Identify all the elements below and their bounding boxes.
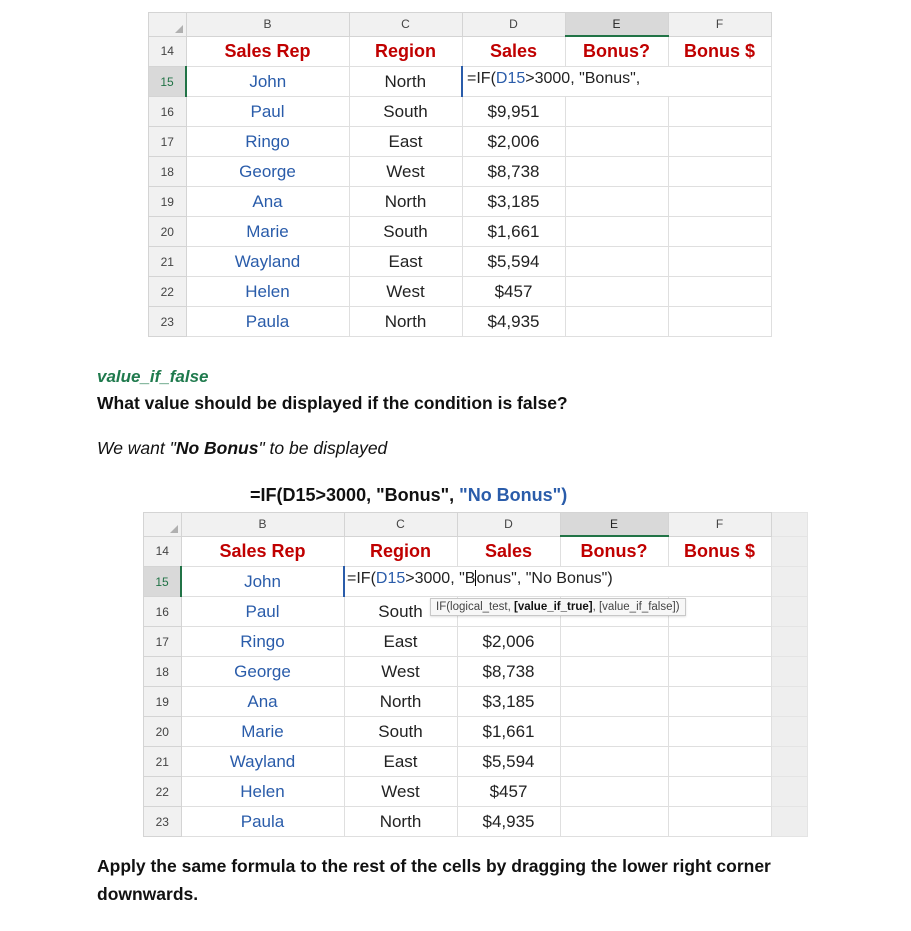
row-header-21[interactable]: 21 [149, 247, 187, 277]
cell-f14[interactable]: Bonus $ [668, 536, 771, 567]
column-header-g[interactable] [771, 513, 807, 537]
row-pad [771, 657, 807, 687]
formula-reference: D15 [375, 570, 406, 587]
row-header-23[interactable]: 23 [144, 807, 182, 837]
table-row [144, 536, 808, 567]
formula-line-highlight: "No Bonus") [459, 485, 568, 505]
row-pad [771, 627, 807, 657]
cell-f17[interactable] [668, 127, 771, 157]
table-row [144, 567, 808, 597]
row-pad [771, 807, 807, 837]
tooltip-bold-arg: [value_if_true] [513, 601, 593, 613]
cell-f14[interactable]: Bonus $ [668, 36, 771, 67]
cell-f22[interactable] [668, 777, 771, 807]
cell-d19[interactable]: $3,185 [462, 187, 565, 217]
cell-d23[interactable]: $4,935 [462, 307, 565, 337]
row-header-20[interactable]: 20 [149, 217, 187, 247]
cell-d20[interactable]: $1,661 [457, 717, 560, 747]
table-row [149, 277, 772, 307]
cell-c21[interactable]: East [349, 247, 462, 277]
cell-f16[interactable] [668, 97, 771, 127]
table-row [144, 687, 808, 717]
cell-e18[interactable] [560, 657, 668, 687]
cell-f20[interactable] [668, 717, 771, 747]
cell-e16[interactable] [565, 97, 668, 127]
formula-argument-tooltip [430, 598, 686, 616]
cell-d21[interactable]: $5,594 [457, 747, 560, 777]
cell-b18[interactable]: George [186, 157, 349, 187]
row-header-22[interactable]: 22 [144, 777, 182, 807]
row-header-18[interactable]: 18 [144, 657, 182, 687]
cell-e18[interactable] [565, 157, 668, 187]
cell-f23[interactable] [668, 807, 771, 837]
column-header-f[interactable]: F [668, 513, 771, 537]
we-want-prefix: We want " [97, 438, 176, 458]
table-row [149, 36, 772, 67]
cell-b20[interactable]: Marie [186, 217, 349, 247]
formula-suffix: >3000, "Bonus", [525, 70, 641, 87]
cell-d22[interactable]: $457 [462, 277, 565, 307]
cell-b20[interactable]: Marie [181, 717, 344, 747]
row-header-20[interactable]: 20 [144, 717, 182, 747]
cell-d22[interactable]: $457 [457, 777, 560, 807]
row-header-17[interactable]: 17 [149, 127, 187, 157]
row-pad [771, 717, 807, 747]
cell-c17[interactable]: East [344, 627, 457, 657]
table-row [149, 307, 772, 337]
formula-after-caret: onus", "No Bonus") [476, 570, 613, 587]
column-header-b[interactable]: B [186, 13, 349, 37]
cell-b19[interactable]: Ana [186, 187, 349, 217]
cell-b14[interactable]: Sales Rep [181, 536, 344, 567]
column-header-row [144, 513, 808, 537]
cell-e23[interactable] [565, 307, 668, 337]
cell-e14[interactable]: Bonus? [560, 536, 668, 567]
cell-d19[interactable]: $3,185 [457, 687, 560, 717]
spreadsheet-bottom[interactable] [143, 512, 808, 837]
table-row [144, 807, 808, 837]
cell-c20[interactable]: South [344, 717, 457, 747]
cell-f20[interactable] [668, 217, 771, 247]
cell-b14[interactable]: Sales Rep [186, 36, 349, 67]
sheet-table [143, 512, 808, 837]
row-header-18[interactable]: 18 [149, 157, 187, 187]
column-header-c[interactable]: C [349, 13, 462, 37]
column-header-b[interactable]: B [181, 513, 344, 537]
cell-d16[interactable]: $9,951 [462, 97, 565, 127]
cell-b16[interactable]: Paul [181, 597, 344, 627]
cell-e19[interactable] [560, 687, 668, 717]
cell-d23[interactable]: $4,935 [457, 807, 560, 837]
cell-b19[interactable]: Ana [181, 687, 344, 717]
row-pad [771, 597, 807, 627]
cell-b17[interactable]: Ringo [181, 627, 344, 657]
sheet-table [148, 12, 772, 337]
cell-c22[interactable]: West [344, 777, 457, 807]
column-header-f[interactable]: F [668, 13, 771, 37]
cell-c16[interactable]: South [344, 597, 457, 627]
table-row [149, 157, 772, 187]
row-pad [771, 687, 807, 717]
column-header-d[interactable]: D [457, 513, 560, 537]
cell-c17[interactable]: East [349, 127, 462, 157]
cell-b21[interactable]: Wayland [186, 247, 349, 277]
row-header-19[interactable]: 19 [144, 687, 182, 717]
cell-f17[interactable] [668, 627, 771, 657]
row-header-16[interactable]: 16 [144, 597, 182, 627]
cell-b18[interactable]: George [181, 657, 344, 687]
cell-e23[interactable] [560, 807, 668, 837]
spreadsheet-top[interactable] [148, 12, 772, 337]
formula-mid: >3000, "B [405, 570, 476, 587]
row-pad [771, 536, 807, 567]
cell-e21[interactable] [565, 247, 668, 277]
cell-e17[interactable] [565, 127, 668, 157]
cell-c23[interactable]: North [349, 307, 462, 337]
cell-d18[interactable]: $8,738 [462, 157, 565, 187]
cell-c18[interactable]: West [349, 157, 462, 187]
row-header-19[interactable]: 19 [149, 187, 187, 217]
column-header-row [149, 13, 772, 37]
select-all-corner[interactable] [149, 13, 187, 37]
question-text: What value should be displayed if the condition is false? [97, 393, 568, 413]
column-header-e[interactable]: E [560, 513, 668, 537]
cell-b23[interactable]: Paula [186, 307, 349, 337]
cell-f21[interactable] [668, 247, 771, 277]
select-all-corner[interactable] [144, 513, 182, 537]
cell-e22[interactable] [560, 777, 668, 807]
we-want-suffix: " to be displayed [258, 438, 388, 458]
cell-d21[interactable]: $5,594 [462, 247, 565, 277]
cell-d15-formula-edit[interactable] [462, 67, 771, 97]
cell-e22[interactable] [565, 277, 668, 307]
table-row [149, 97, 772, 127]
cell-f18[interactable] [668, 657, 771, 687]
table-row [144, 627, 808, 657]
column-header-c[interactable]: C [344, 513, 457, 537]
we-want-text [97, 438, 387, 459]
closing-instruction: Apply the same formula to the rest of the cells by dragging the lower right corner downwards. [97, 856, 771, 904]
tooltip-prefix: IF(logical_test, [436, 601, 514, 613]
table-row [144, 747, 808, 777]
cell-b15[interactable]: John [186, 67, 349, 97]
cell-b15[interactable]: John [181, 567, 344, 597]
row-header-14[interactable]: 14 [149, 36, 187, 67]
column-header-e[interactable]: E [565, 13, 668, 37]
formula-reference: D15 [495, 70, 526, 87]
cell-d14[interactable]: Sales [457, 536, 560, 567]
cell-b16[interactable]: Paul [186, 97, 349, 127]
cell-d17[interactable]: $2,006 [462, 127, 565, 157]
table-row [144, 777, 808, 807]
cell-b22[interactable]: Helen [186, 277, 349, 307]
cell-c22[interactable]: West [349, 277, 462, 307]
table-row [149, 187, 772, 217]
cell-c19[interactable]: North [349, 187, 462, 217]
cell-b17[interactable]: Ringo [186, 127, 349, 157]
table-row [144, 657, 808, 687]
cell-d17[interactable]: $2,006 [457, 627, 560, 657]
cell-c19[interactable]: North [344, 687, 457, 717]
cell-f22[interactable] [668, 277, 771, 307]
cell-d20[interactable]: $1,661 [462, 217, 565, 247]
cell-c23[interactable]: North [344, 807, 457, 837]
row-pad [771, 567, 807, 597]
row-header-21[interactable]: 21 [144, 747, 182, 777]
row-header-23[interactable]: 23 [149, 307, 187, 337]
cell-f23[interactable] [668, 307, 771, 337]
cell-c15[interactable]: North [349, 67, 462, 97]
cell-e20[interactable] [565, 217, 668, 247]
cell-e19[interactable] [565, 187, 668, 217]
cell-f18[interactable] [668, 157, 771, 187]
formula-prefix: =IF( [467, 70, 496, 87]
row-header-14[interactable]: 14 [144, 536, 182, 567]
cell-d14[interactable]: Sales [462, 36, 565, 67]
cell-b21[interactable]: Wayland [181, 747, 344, 777]
cell-c14[interactable]: Region [349, 36, 462, 67]
cell-f19[interactable] [668, 687, 771, 717]
cell-d18[interactable]: $8,738 [457, 657, 560, 687]
row-header-17[interactable]: 17 [144, 627, 182, 657]
cell-c20[interactable]: South [349, 217, 462, 247]
cell-c14[interactable]: Region [344, 536, 457, 567]
formula-line-prefix: =IF(D15>3000, "Bonus", [250, 485, 460, 505]
cell-c18[interactable]: West [344, 657, 457, 687]
cell-b23[interactable]: Paula [181, 807, 344, 837]
table-row [149, 217, 772, 247]
row-pad [771, 777, 807, 807]
row-header-16[interactable]: 16 [149, 97, 187, 127]
table-row [149, 247, 772, 277]
formula-editing-text [467, 70, 640, 88]
argument-label-value-if-false: value_if_false [97, 367, 209, 386]
row-header-15[interactable]: 15 [149, 67, 187, 97]
table-row [144, 717, 808, 747]
cell-c16[interactable]: South [349, 97, 462, 127]
column-header-d[interactable]: D [462, 13, 565, 37]
table-row [149, 67, 772, 97]
cell-f19[interactable] [668, 187, 771, 217]
formula-prefix: =IF( [347, 570, 376, 587]
formula-editing-text [347, 570, 613, 588]
row-pad [771, 747, 807, 777]
full-formula-line [250, 485, 567, 506]
we-want-bold: No Bonus [175, 438, 259, 458]
cell-e20[interactable] [560, 717, 668, 747]
cell-f21[interactable] [668, 747, 771, 777]
row-header-15[interactable]: 15 [144, 567, 182, 597]
cell-e14[interactable]: Bonus? [565, 36, 668, 67]
tooltip-suffix: , [value_if_false]) [592, 601, 680, 613]
table-row [149, 127, 772, 157]
cell-b22[interactable]: Helen [181, 777, 344, 807]
cell-c15-formula-edit[interactable] [344, 567, 771, 597]
row-header-22[interactable]: 22 [149, 277, 187, 307]
cell-e21[interactable] [560, 747, 668, 777]
cell-c21[interactable]: East [344, 747, 457, 777]
cell-e17[interactable] [560, 627, 668, 657]
